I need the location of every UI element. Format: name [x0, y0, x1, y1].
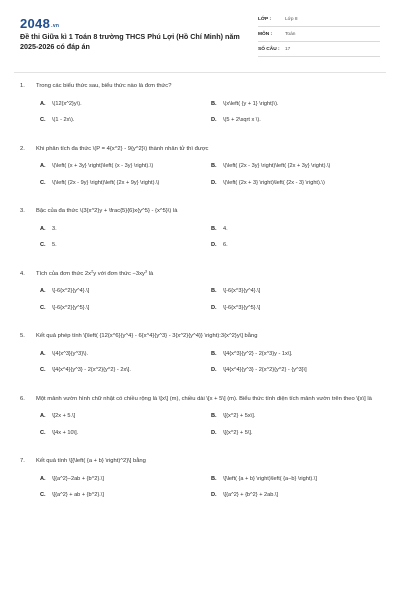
question	[20, 82, 382, 133]
question-list	[20, 82, 382, 520]
option-letter: C.	[40, 179, 46, 186]
option-letter: D.	[211, 242, 217, 248]
option-letter: B.	[211, 413, 217, 419]
option-text: \[{x^2} + 5x\].	[223, 413, 256, 419]
option-letter: D.	[211, 117, 217, 123]
option-a[interactable]	[40, 100, 211, 109]
option-text: \[-6{x^3}{y^4}.\]	[223, 288, 261, 294]
option-a[interactable]	[40, 162, 211, 171]
question-text: Kết quả phép tính \[\left( {12{x^6}{y^4} - 6{x^4}{y^3} - 3{x^2}{y^4}} \right):3{x^2}y\] bằng	[36, 333, 258, 339]
question-stem	[20, 457, 382, 466]
question-number: 7.	[20, 458, 25, 464]
question	[20, 270, 382, 321]
options	[20, 412, 382, 445]
question-number: 4.	[20, 270, 25, 277]
question-stem	[20, 332, 382, 341]
option-text: \(5 + 2\sqrt x \).	[223, 117, 261, 123]
question-text-part: y với đơn thức −3xy	[93, 270, 145, 277]
option-text: \[2x + 5.\]	[52, 413, 76, 419]
question-number: 1.	[20, 83, 25, 89]
option-text: \[\left( {a + b} \right)\left( {a−b} \right).\]	[223, 475, 317, 482]
option-text: 3.	[52, 225, 57, 232]
option-letter: B.	[211, 225, 217, 232]
option-b[interactable]	[211, 350, 382, 359]
option-text: \(1 - 2x\).	[52, 117, 75, 123]
option-text: \(\left( {2x - 3y} \right)\left( {2x + 3y} \right).\)	[223, 163, 331, 169]
option-text: \[-6{x^2}{y^4}.\]	[52, 288, 90, 294]
question	[20, 457, 382, 508]
option-d[interactable]	[211, 491, 382, 500]
question-number: 6.	[20, 395, 25, 402]
question-text: Bậc của đa thức \(3{x^2}y + \frac{5}{6}x{y^5} - {x^5}\) là	[36, 208, 178, 214]
question-number: 3.	[20, 208, 25, 214]
option-c[interactable]	[40, 179, 211, 188]
option-letter: D.	[211, 429, 217, 436]
option-text: \(\left( {x + 3y} \right)\left( {x - 3y} \right).\)	[52, 163, 154, 169]
exam-meta	[258, 12, 380, 57]
question	[20, 145, 382, 196]
meta-value: 17	[285, 46, 291, 52]
exam-header	[20, 12, 380, 70]
option-c[interactable]	[40, 116, 211, 125]
option-text: 4.	[223, 225, 228, 232]
option-text: \(\left( {2x - 9y} \right)\left( {2x + 9y} \right).\)	[52, 179, 160, 186]
option-letter: A.	[40, 475, 46, 482]
option-text: \(12{x^2}y\).	[52, 100, 82, 107]
option-letter: D.	[211, 492, 217, 498]
question-text-part: Tích của đơn thức 2x	[36, 270, 92, 277]
option-text: \[{a^2} + ab + {b^2}.\]	[52, 492, 104, 498]
option-a[interactable]	[40, 225, 211, 234]
question-stem	[20, 270, 382, 279]
exponent: 2	[91, 268, 94, 273]
header-divider	[14, 72, 386, 73]
option-a[interactable]	[40, 287, 211, 296]
question-text	[36, 270, 382, 279]
option-text: \[{x^2} + 5\].	[223, 429, 253, 436]
option-text: \(\left( {2x + 3} \right)\left( {2x - 3} \right).\)	[223, 179, 325, 186]
option-b[interactable]	[211, 475, 382, 484]
option-c[interactable]	[40, 241, 211, 250]
option-d[interactable]	[211, 241, 382, 250]
option-letter: C.	[40, 304, 46, 311]
question-stem	[20, 395, 382, 404]
question-text: Một mảnh vườn hình chữ nhật có chiều rộng là \[x\] (m), chiều dài \[x + 5\] (m). Biểu thức tính diện tích mảnh vườn trên theo \[x\] là	[36, 395, 372, 402]
option-letter: D.	[211, 304, 217, 311]
question	[20, 395, 382, 446]
option-letter: B.	[211, 163, 217, 169]
meta-value: Toán	[285, 31, 296, 37]
option-text: \[{a^2} + {b^2} + 2ab.\]	[223, 492, 279, 498]
option-text: \[-6{x^3}{y^5}.\]	[223, 304, 261, 311]
meta-label: LỚP :	[258, 16, 272, 22]
option-c[interactable]	[40, 304, 211, 313]
option-letter: C.	[40, 492, 46, 498]
question	[20, 332, 382, 383]
question-number: 2.	[20, 145, 25, 152]
options	[20, 100, 382, 133]
option-letter: A.	[40, 225, 46, 232]
option-letter: C.	[40, 367, 46, 373]
options	[20, 287, 382, 320]
question-text: Trong các biểu thức sau, biểu thức nào là đơn thức?	[36, 83, 172, 89]
logo-suffix: .vn	[51, 23, 60, 29]
option-letter: B.	[211, 288, 217, 294]
option-letter: A.	[40, 413, 46, 419]
meta-row-count	[258, 42, 380, 57]
site-logo[interactable]	[20, 16, 59, 31]
option-text: \[-6{x^2}{y^5}.\]	[52, 304, 90, 311]
meta-label: SỐ CÂU :	[258, 46, 280, 52]
option-b[interactable]	[211, 287, 382, 296]
option-text: \(4{x^3}{y^3}\).	[52, 350, 89, 357]
option-letter: A.	[40, 350, 46, 357]
option-d[interactable]	[211, 179, 382, 188]
question-text: Khi phân tích đa thức \(P = 4{x^2} - 9{y^2}\) thành nhân tử thì được	[36, 145, 209, 152]
option-text: \[4{x^3}{y^2} - 2{x^3}y - 1x\].	[223, 350, 293, 357]
option-b[interactable]	[211, 412, 382, 421]
meta-label: MÔN :	[258, 31, 273, 37]
option-letter: D.	[211, 179, 217, 186]
meta-row-subject	[258, 27, 380, 42]
option-text: \[{a^2}−2ab + {b^2}.\]	[52, 475, 104, 482]
option-text: 6.	[223, 242, 228, 248]
option-b[interactable]	[211, 100, 382, 109]
option-letter: B.	[211, 475, 217, 482]
meta-value: Lớp 8	[285, 16, 298, 22]
option-c[interactable]	[40, 491, 211, 500]
option-c[interactable]	[40, 429, 211, 438]
options	[20, 162, 382, 195]
question-text: Kết quả tính \[{\left( {a + b} \right)^2}\] bằng	[36, 458, 146, 464]
options	[20, 350, 382, 383]
question-text-part: là	[147, 270, 154, 277]
logo-text: 2048	[20, 16, 51, 31]
option-d[interactable]	[211, 116, 382, 125]
exam-title: Đề thi Giữa kì 1 Toán 8 trường THCS Phú Lợi (Hồ Chí Minh) năm 2025-2026 có đáp án	[20, 32, 240, 51]
option-letter: A.	[40, 288, 46, 294]
question-stem	[20, 207, 382, 216]
question-number: 5.	[20, 333, 25, 339]
option-letter: C.	[40, 429, 46, 436]
option-text: \(x\left( {y + 1} \right)\).	[223, 100, 279, 107]
question-stem	[20, 145, 382, 154]
option-letter: C.	[40, 242, 46, 248]
option-a[interactable]	[40, 412, 211, 421]
option-a[interactable]	[40, 350, 211, 359]
option-letter: A.	[40, 100, 46, 107]
option-b[interactable]	[211, 162, 382, 171]
option-text: 5.	[52, 242, 57, 248]
option-letter: D.	[211, 367, 217, 373]
option-letter: B.	[211, 100, 217, 107]
option-letter: C.	[40, 117, 46, 123]
option-text: \[4{x^4}{y^3} - 2{x^2}{y^2} - {y^3}\]	[223, 367, 307, 373]
option-b[interactable]	[211, 225, 382, 234]
options	[20, 225, 382, 258]
option-text: \[4x + 10\].	[52, 429, 79, 436]
option-a[interactable]	[40, 475, 211, 484]
meta-row-class	[258, 12, 380, 27]
option-text: \[4{x^4}{y^3} - 2{x^2}{y^2} - 2x\].	[52, 367, 131, 373]
question-stem	[20, 82, 382, 91]
option-d[interactable]	[211, 304, 382, 313]
exponent: 3	[144, 268, 148, 273]
option-letter: B.	[211, 350, 217, 357]
options	[20, 475, 382, 508]
option-letter: A.	[40, 163, 46, 169]
option-d[interactable]	[211, 429, 382, 438]
question	[20, 207, 382, 258]
option-c[interactable]	[40, 366, 211, 375]
option-d[interactable]	[211, 366, 382, 375]
